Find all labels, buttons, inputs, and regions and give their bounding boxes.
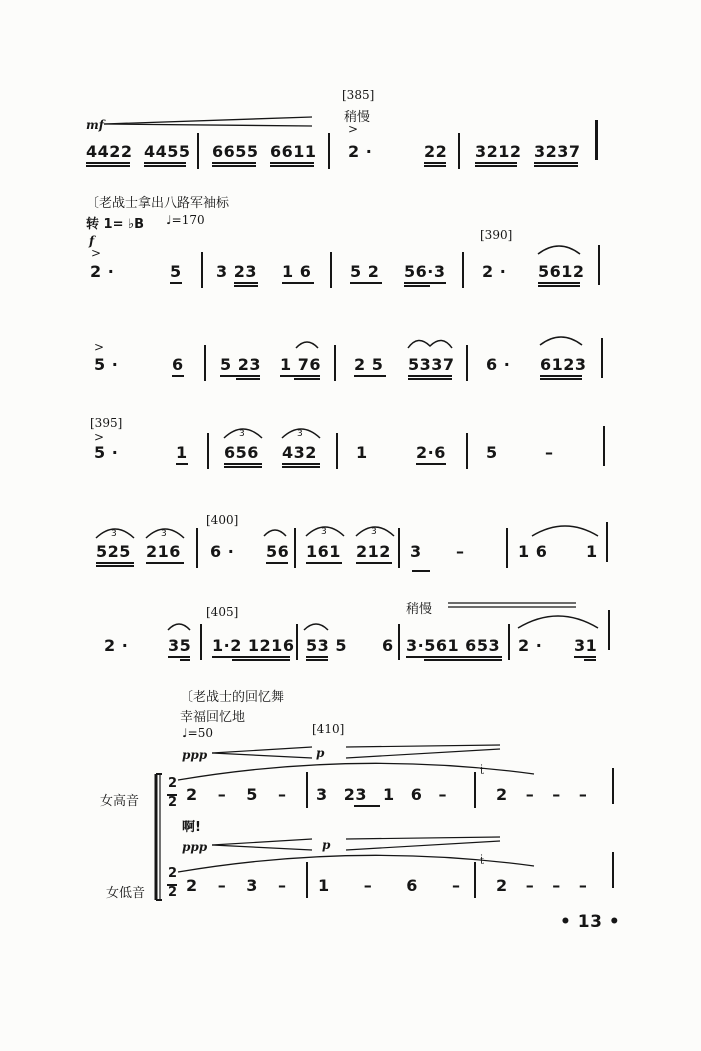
barline: [606, 522, 608, 562]
note-group: 53 5: [306, 636, 347, 655]
dynamic-p: p: [322, 838, 331, 852]
note-group: 2 – 5 –: [186, 785, 287, 804]
underline: [280, 375, 320, 377]
note-group: 2 ·: [518, 636, 543, 655]
note-group: 5 23: [220, 355, 261, 374]
underline: [172, 375, 184, 377]
underline: [584, 659, 596, 661]
underline: [234, 282, 258, 284]
dynamic-mf: mf: [86, 118, 104, 132]
underline: [224, 463, 262, 465]
expression-text: 幸福回忆地: [180, 710, 246, 725]
tempo-mark: ♩=170: [166, 213, 205, 227]
underline: [270, 162, 314, 164]
part-label-alto: 女低音: [106, 886, 146, 901]
underline: [144, 162, 186, 164]
stage-direction: 〔老战士的回忆舞: [180, 690, 285, 705]
note-group: 6 ·: [486, 355, 511, 374]
underline: [404, 282, 446, 284]
barline: [207, 433, 209, 469]
underline: [146, 562, 184, 564]
barline: [474, 862, 476, 898]
accent-mark: >: [94, 430, 105, 444]
note-group: 2 ·: [90, 262, 115, 281]
underline: [180, 659, 190, 661]
underline: [424, 162, 446, 164]
barline: [296, 624, 298, 660]
underline: [96, 562, 134, 564]
svg-text:3: 3: [297, 429, 303, 439]
accent-mark: >: [348, 122, 359, 136]
note-group: 656: [224, 443, 259, 462]
underline: [306, 562, 342, 564]
note-group: 3 23: [216, 262, 257, 281]
barline: [603, 426, 605, 466]
barline: [601, 338, 603, 378]
note-group: 1: [176, 443, 188, 462]
note-group: 1 6: [282, 262, 312, 281]
accent-mark: >: [94, 340, 105, 354]
barline: [196, 528, 198, 568]
time-signature-top: 2: [168, 776, 178, 791]
tie-mark: [412, 570, 430, 572]
underline: [475, 165, 517, 167]
note-group: 2 ·: [348, 142, 373, 161]
underline: [168, 656, 190, 658]
rehearsal-mark-395: [395]: [90, 416, 123, 430]
underline: [282, 463, 320, 465]
note-group: 2 ·: [482, 262, 507, 281]
note-group: 1 – 6 –: [318, 876, 461, 895]
note-group: 4455: [144, 142, 191, 161]
underline: [212, 162, 256, 164]
rehearsal-mark-405: [405]: [206, 605, 239, 619]
dynamic-f: f: [89, 234, 95, 248]
underline: [538, 285, 580, 287]
tempo-mark: ♩=50: [182, 726, 213, 740]
tempo-text-slower: 稍慢: [344, 110, 371, 125]
note-group: 1: [356, 443, 368, 462]
svg-text:3: 3: [321, 527, 327, 537]
crescendo-hairpin: [104, 114, 314, 128]
underline: [282, 466, 320, 468]
note-group: 5 ·: [94, 443, 119, 462]
triplet-slur: [304, 522, 346, 538]
barline: [466, 345, 468, 381]
rehearsal-mark-385: [385]: [342, 88, 375, 102]
underline: [144, 165, 186, 167]
underline: [534, 165, 578, 167]
note-group: 22: [424, 142, 448, 161]
note-group: 35: [168, 636, 192, 655]
underline: [212, 656, 290, 658]
underline: [424, 165, 446, 167]
note-group: 1 6: [518, 542, 548, 561]
underline: [416, 463, 446, 465]
barline: [306, 772, 308, 808]
underline: [574, 656, 596, 658]
barline: [306, 862, 308, 898]
note-group: 56·3: [404, 262, 446, 281]
note-group: 5 ·: [94, 355, 119, 374]
note-group: 525: [96, 542, 131, 561]
note-group: 6655: [212, 142, 259, 161]
note-group: 432: [282, 443, 317, 462]
underline: [86, 162, 130, 164]
triplet-slur: [280, 424, 322, 440]
note-group: 6 ·: [210, 542, 235, 561]
stage-direction: 〔老战士拿出八路军袖标: [86, 196, 230, 211]
note-group: 2 ·: [104, 636, 129, 655]
triplet-slur: [354, 522, 396, 538]
slur: [294, 338, 320, 350]
underline: [404, 285, 430, 287]
barline: [330, 252, 332, 288]
underline: [270, 165, 314, 167]
note-group: 2 – – –: [496, 876, 588, 895]
system-brace: [148, 772, 164, 902]
note-group: 6611: [270, 142, 317, 161]
underline: [408, 378, 452, 380]
note-group: 1: [586, 542, 598, 561]
dynamic-ppp: ppp: [182, 748, 208, 762]
barline: [398, 624, 400, 660]
underline: [350, 282, 382, 284]
slur: [406, 334, 454, 350]
underline: [294, 378, 320, 380]
underline: [96, 565, 134, 567]
triplet-slur: [222, 424, 264, 440]
underline: [408, 375, 452, 377]
note-group: 6: [172, 355, 184, 374]
accent-mark: >: [91, 246, 102, 260]
note-group: 3 23 1 6 –: [316, 785, 447, 804]
barline: [506, 528, 508, 568]
note-group: 161: [306, 542, 341, 561]
slur: [538, 333, 584, 347]
barline: [608, 610, 610, 650]
barline: [595, 120, 598, 160]
note-group: 2·6: [416, 443, 446, 462]
note-group: 5 2: [350, 262, 380, 281]
note-group: 3: [410, 542, 422, 561]
underline: [306, 659, 328, 661]
rehearsal-mark-390: [390]: [480, 228, 513, 242]
underline: [220, 375, 260, 377]
note-group: 1 76: [280, 355, 321, 374]
triplet-slur: [144, 524, 186, 540]
page-number: • 13 •: [560, 912, 621, 932]
barline: [474, 772, 476, 808]
slur: [302, 620, 330, 632]
rehearsal-mark-400: [400]: [206, 513, 239, 527]
time-signature-bottom: 2: [168, 885, 178, 900]
barline: [201, 252, 203, 288]
note-group: 2 5: [354, 355, 384, 374]
underline: [282, 282, 314, 284]
time-signature-top: 2: [168, 866, 178, 881]
note-group: –: [456, 542, 465, 561]
note-group: 5612: [538, 262, 585, 281]
note-group: 3·561 653: [406, 636, 501, 655]
note-group: 2 – 3 –: [186, 876, 287, 895]
note-group: 4422: [86, 142, 133, 161]
barline: [197, 133, 199, 169]
underline: [538, 282, 580, 284]
underline: [224, 466, 262, 468]
underline: [232, 659, 290, 661]
underline: [212, 165, 256, 167]
note-group: 3212: [475, 142, 522, 161]
dynamic-p: p: [316, 746, 325, 760]
underline: [540, 378, 582, 380]
tie: [530, 520, 600, 538]
note-group: 5337: [408, 355, 455, 374]
note-group: 212: [356, 542, 391, 561]
triplet-slur: [94, 524, 136, 540]
underline: [356, 562, 392, 564]
note-group: 6: [382, 636, 394, 655]
barline: [398, 528, 400, 568]
underline: [424, 659, 502, 661]
lyric: 啊!: [182, 820, 201, 835]
underline: [354, 375, 386, 377]
barline: [336, 433, 338, 469]
barline: [598, 245, 600, 285]
underline: [236, 378, 260, 380]
barline: [328, 133, 330, 169]
underline: [86, 165, 130, 167]
slur: [262, 526, 288, 538]
tie: [516, 610, 600, 630]
dynamic-ppp: ppp: [182, 840, 208, 854]
barline: [508, 624, 510, 660]
note-group: 5: [486, 443, 498, 462]
grace-note: ṫ: [480, 856, 485, 867]
barline: [334, 345, 336, 381]
barline: [462, 252, 464, 288]
barline: [466, 433, 468, 469]
grace-note: ṫ: [480, 766, 485, 777]
underline: [354, 805, 380, 807]
note-group: 6123: [540, 355, 587, 374]
part-label-soprano: 女高音: [100, 794, 140, 809]
svg-text:3: 3: [371, 527, 377, 537]
svg-text:3: 3: [111, 529, 117, 539]
svg-text:3: 3: [239, 429, 245, 439]
underline: [534, 162, 578, 164]
underline: [176, 463, 188, 465]
note-group: 2 – – –: [496, 785, 588, 804]
underline: [306, 656, 328, 658]
barline: [612, 852, 614, 888]
slur: [536, 242, 582, 256]
svg-text:3: 3: [161, 529, 167, 539]
underline: [234, 285, 258, 287]
note-group: 216: [146, 542, 181, 561]
barline: [200, 624, 202, 660]
time-signature-bottom: 2: [168, 795, 178, 810]
tempo-text-slower: 稍慢: [406, 602, 433, 617]
note-group: 3237: [534, 142, 581, 161]
underline: [266, 562, 288, 564]
underline: [170, 282, 182, 284]
barline: [204, 345, 206, 381]
note-group: –: [545, 443, 554, 462]
rehearsal-mark-410: [410]: [312, 722, 345, 736]
barline: [612, 768, 614, 804]
note-group: 31: [574, 636, 598, 655]
note-group: 56: [266, 542, 290, 561]
note-group: 1·2 1216: [212, 636, 295, 655]
key-change: 转 1= ♭B: [86, 217, 145, 232]
underline: [406, 656, 502, 658]
barline: [294, 528, 296, 568]
underline: [475, 162, 517, 164]
underline: [540, 375, 582, 377]
barline: [458, 133, 460, 169]
note-group: 5: [170, 262, 182, 281]
slur: [166, 620, 192, 632]
